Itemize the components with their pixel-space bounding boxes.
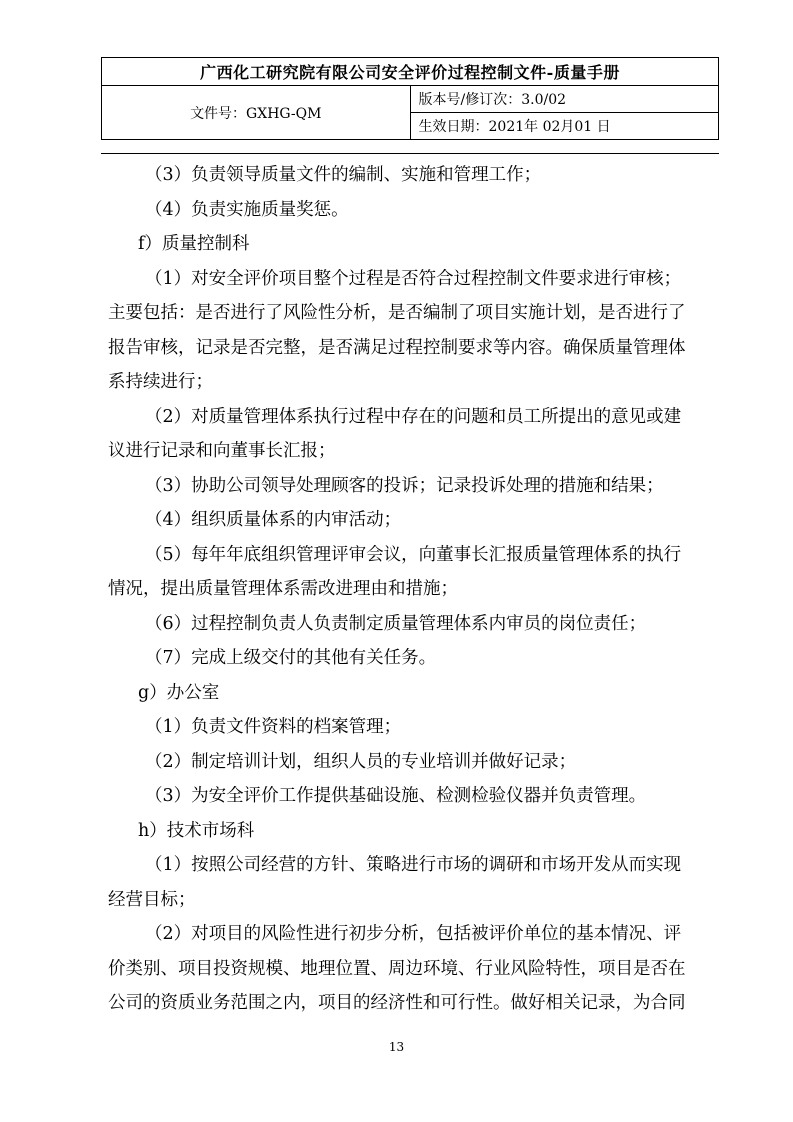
document-number: 文件号：GXHG-QM — [102, 86, 411, 140]
section-heading: h）技术市场科 — [138, 820, 255, 841]
body-line: （2）对质量管理体系执行过程中存在的问题和员工所提出的意见或建 — [145, 406, 682, 427]
section-heading: f）质量控制科 — [138, 234, 250, 254]
body-line: 议进行记录和向董事长汇报； — [108, 441, 336, 461]
body-line: 情况，提出质量管理体系需改进理由和措施； — [108, 579, 458, 599]
header-divider — [101, 153, 719, 154]
body-line: （6）过程控制负责人负责制定质量管理体系内审员的岗位责任； — [145, 613, 647, 634]
body-line: （2）制定培训计划，组织人员的专业培训并做好记录； — [145, 751, 577, 772]
section-heading: g）办公室 — [138, 682, 220, 703]
document-body — [108, 158, 718, 1021]
body-line: （3）负责领导质量文件的编制、实施和管理工作； — [145, 165, 542, 185]
effective-date: 生效日期：2021年 02月01 日 — [410, 113, 719, 140]
page-number: 13 — [388, 1040, 405, 1054]
body-line: 报告审核，记录是否完整，是否满足过程控制要求等内容。确保质量管理体 — [108, 337, 686, 358]
body-line: （1）负责文件资料的档案管理； — [145, 717, 402, 737]
body-line: 主要包括：是否进行了风险性分析，是否编制了项目实施计划，是否进行了 — [108, 303, 686, 323]
document-header-table — [101, 57, 719, 140]
body-line: （5）每年年底组织管理评审会议，向董事长汇报质量管理体系的执行 — [145, 544, 682, 565]
body-line: 公司的资质业务范围之内，项目的经济性和可行性。做好相关记录，为合同 — [108, 993, 686, 1013]
version-number: 版本号/修订次：3.0/02 — [410, 86, 719, 113]
body-line: （2）对项目的风险性进行初步分析，包括被评价单位的基本情况、评 — [145, 924, 682, 944]
body-line: 经营目标； — [108, 889, 196, 910]
body-line: （4）负责实施质量奖惩。 — [145, 199, 349, 220]
body-line: （3）为安全评价工作提供基础设施、检测检验仪器并负责管理。 — [145, 786, 647, 806]
body-line: （7）完成上级交付的其他有关任务。 — [145, 648, 437, 668]
document-title: 广西化工研究院有限公司安全评价过程控制文件-质量手册 — [102, 58, 719, 86]
body-line: （3）协助公司领导处理顾客的投诉；记录投诉处理的措施和结果； — [145, 475, 664, 496]
body-line: 价类别、项目投资规模、地理位置、周边环境、行业风险特性，项目是否在 — [108, 958, 686, 979]
body-line: （1）对安全评价项目整个过程是否符合过程控制文件要求进行审核； — [145, 268, 682, 289]
body-line: （1）按照公司经营的方针、策略进行市场的调研和市场开发从而实现 — [145, 855, 682, 875]
body-line: （4）组织质量体系的内审活动； — [145, 510, 402, 530]
body-line: 系持续进行； — [108, 372, 213, 392]
